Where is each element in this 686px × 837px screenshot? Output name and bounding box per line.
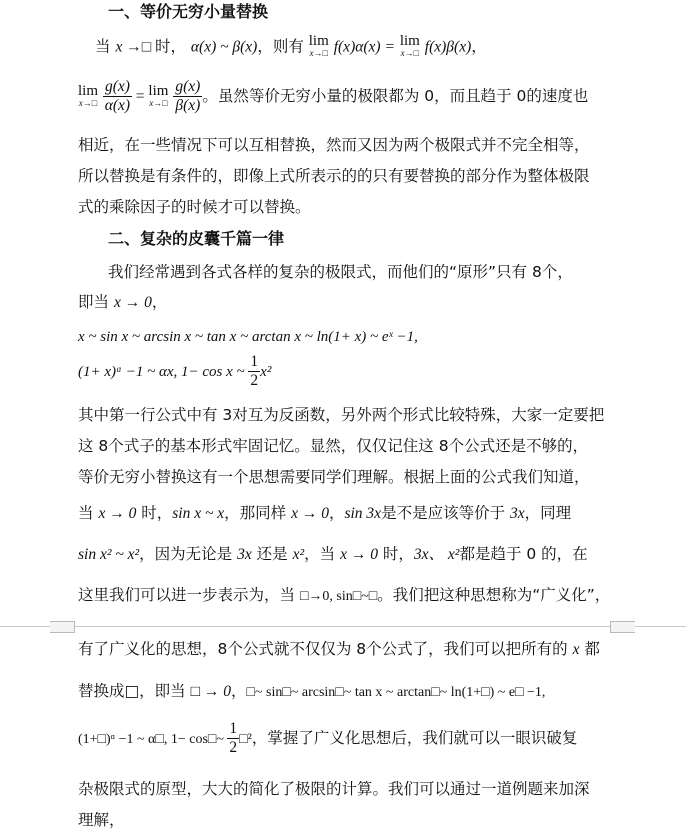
section1-para-line-2: 所以替换是有条件的，即像上式所表示的的只有要替换的部分作为整体极限 <box>78 167 590 185</box>
t1: 当 <box>78 504 99 522</box>
formula-line-2 <box>78 352 271 391</box>
t1: 替换成□，即当 <box>78 682 191 700</box>
t6: ，同理 <box>524 504 572 522</box>
m1: sin x² ~ x² <box>78 546 140 563</box>
m3: x → 0 <box>291 505 329 522</box>
section2-p3-line3 <box>78 718 577 760</box>
m1: x <box>572 641 580 658</box>
t1: ，因为无论是 <box>139 545 238 563</box>
section2-p2-line5 <box>78 544 588 565</box>
t3: ，当 <box>304 545 341 563</box>
t2: ， <box>230 682 247 700</box>
section2-p2-line6 <box>78 585 610 607</box>
math-eq: = <box>131 88 149 105</box>
fraction-g-alpha: $\frac{g(x)}{\alpha(x)}$ <box>104 78 131 114</box>
t4: 时， <box>377 545 414 563</box>
m2: 3x <box>237 546 252 563</box>
m2: sin x ~ x <box>172 505 225 522</box>
lim-4: lim x→□ <box>148 82 169 108</box>
t5: 都是趋于 0 的，在 <box>459 545 588 563</box>
section1-heading: 一、等价无穷小量替换 <box>108 2 269 21</box>
t2: 还是 <box>251 545 293 563</box>
lim-3: lim x→□ <box>78 82 99 108</box>
section1-line1 <box>95 35 487 59</box>
text-comma: ， <box>151 293 168 311</box>
t1: 这里我们可以进一步表示为，当 <box>78 586 300 604</box>
t4: ， <box>328 504 345 522</box>
separator-right-corner <box>610 621 635 633</box>
section2-p3-line4: 杂极限式的原型，大大的简化了极限的计算。我们可以通过一道例题来加深 <box>78 780 590 798</box>
section2-p1-line1: 我们经常遇到各式各样的复杂的极限式，而他们的“原形”只有 8个， <box>108 263 573 281</box>
math-x-to-0: x → 0 <box>113 294 152 311</box>
math-expr2: f(x)β(x) <box>424 38 472 56</box>
m1: (1+□)ᵅ −1 ~ α□, 1− cos□~ <box>78 732 228 747</box>
m1: □ → 0 <box>190 683 231 700</box>
section2-p2-line2: 这 8个式子的基本形式牢固记忆。显然，仅仅记住这 8个公式还是不够的， <box>78 437 589 455</box>
math-x: x <box>115 38 123 56</box>
separator-left-corner <box>50 621 75 633</box>
m1: □→0, sin□~□ <box>299 589 378 604</box>
page-break-separator <box>0 621 686 633</box>
fraction-half: $\frac{1}{2}$ <box>250 353 259 389</box>
m2: □² <box>239 732 252 747</box>
t3: ，那同样 <box>224 504 292 522</box>
section1-para-line-3: 式的乘除因子的时候才可以替换。 <box>78 198 311 216</box>
section2-p1-line2 <box>78 292 167 313</box>
m4: x → 0 <box>340 546 378 563</box>
section1-para-line-1: 相近，在一些情况下可以互相替换，然而又因为两个极限式并不完全相等， <box>78 136 590 154</box>
fraction-half-2: $\frac{1}{2}$ <box>229 720 238 756</box>
section2-p2-line3: 等价无穷小替换这有一个思想需要同学们理解。根据上面的公式我们知道， <box>78 468 590 486</box>
section2-p2-line1: 其中第一行公式中有 3对互为反函数，另外两个形式比较特殊，大家一定要把 <box>78 406 605 424</box>
formula-line-1: x ~ sin x ~ arcsin x ~ tan x ~ arctan x ~ ln(1+ x) ~ eˣ −1, <box>78 329 418 345</box>
math-equiv: α(x) ~ β(x) <box>190 38 258 56</box>
separator-line <box>0 626 686 627</box>
text-then: ，则有 <box>257 37 304 56</box>
math-formula2a: (1+ x)ᵅ −1 ~ αx, 1− cos x ~ <box>78 364 249 380</box>
text-when: 当 <box>95 37 116 56</box>
section2-p3-line5: 理解， <box>78 811 125 829</box>
m4: sin 3x <box>344 505 382 522</box>
t1: 有了广义化的思想，8个公式就不仅仅为 8个公式了，我们可以把所有的 <box>78 640 573 658</box>
math-expr1: f(x)α(x) = <box>333 38 395 56</box>
text-comma: ， <box>471 37 487 56</box>
text-time: 时， <box>154 37 186 56</box>
section2-heading: 二、复杂的皮囊千篇一律 <box>108 229 285 248</box>
t2: 都 <box>579 640 600 658</box>
m2: □~ sin□~ arcsin□~ tan x ~ arctan□~ ln(1+□) ~ e□ −1, <box>246 685 546 700</box>
section1-line2 <box>78 76 588 117</box>
lim-2: lim x→□ <box>399 33 420 58</box>
t2: 。我们把这种思想称为“广义化”， <box>377 586 611 604</box>
m3: x² <box>292 546 305 563</box>
t5: 是不是应该等价于 <box>381 504 510 522</box>
t1: ，掌握了广义化思想后，我们就可以一眼识破复 <box>251 729 578 747</box>
fraction-g-beta: $\frac{g(x)}{\beta(x)}$ <box>175 78 201 114</box>
text-line2: 。虽然等价无穷小量的极限都为 0，而且趋于 0的速度也 <box>202 87 589 105</box>
math-x-squared: x² <box>260 364 272 380</box>
section2-p2-line4 <box>78 503 571 524</box>
m5: 3x、 x² <box>413 546 460 563</box>
section2-p3-line1 <box>78 639 600 660</box>
t2: 时， <box>136 504 173 522</box>
m1: x → 0 <box>98 505 137 522</box>
text-jidang: 即当 <box>78 293 114 311</box>
math-arrow: →□ <box>122 38 155 56</box>
m5: 3x <box>510 505 525 522</box>
section2-p3-line2 <box>78 681 545 703</box>
lim-1: lim x→□ <box>308 33 329 58</box>
